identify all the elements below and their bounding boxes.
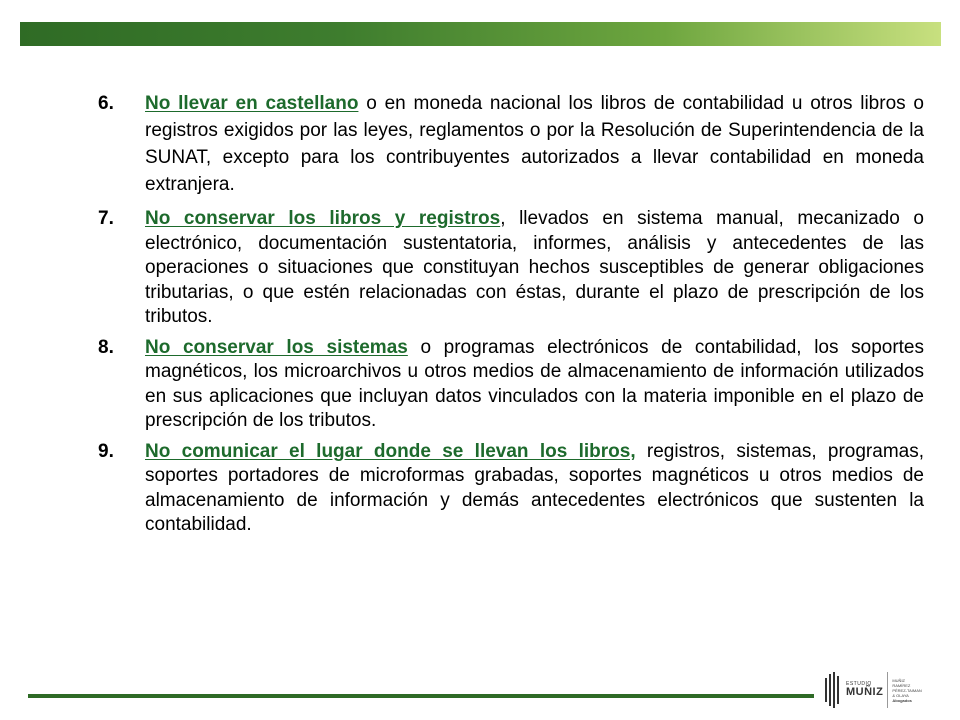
item-text: o programas electrónicos de contabilidad, los soportes magnéticos, los microarchivos u otros medios de almacenamiento de información utilizados en sus aplicaciones que incluyan datos vinculados con la materia imponible en el plazo de prescripción de los tributos. (145, 336, 924, 431)
firm-logo-mark-icon (824, 672, 842, 708)
list-item (98, 440, 924, 538)
infractions-list (98, 90, 924, 544)
logo-estudio: ESTUDIO (846, 681, 872, 687)
logo-name: MUÑIZ (846, 686, 884, 698)
logo-partner: MUÑIZ (892, 677, 905, 683)
header-gradient-bar (20, 22, 941, 46)
item-number: 8. (98, 336, 114, 358)
logo-partner: Abogados (892, 697, 912, 703)
list-item (98, 336, 924, 434)
logo-partner: & OLAYA (892, 692, 909, 698)
logo-partners (892, 678, 921, 703)
item-key-phrase: No llevar en castellano (145, 93, 359, 114)
footer-divider (28, 694, 814, 698)
item-number: 7. (98, 208, 114, 229)
item-text: , llevados en sistema manual, mecanizado o electrónico, documentación sustentatoria, informes, análisis y antecedentes de las operaciones o situaciones que constituyan hechos susceptibles de generar obligaciones tributarias, o que estén relacionadas con éstas, durante el plazo de prescripción de los tributos. (145, 208, 924, 327)
logo-separator (887, 672, 888, 708)
item-key-phrase: No conservar los libros y registros (145, 208, 501, 229)
item-number: 9. (98, 440, 114, 462)
logo-partner: RAMÍREZ (892, 682, 911, 688)
firm-logo-text (846, 682, 883, 698)
item-key-phrase: No conservar los sistemas (145, 336, 408, 358)
item-key-phrase: No comunicar el lugar donde se llevan los libros, (145, 440, 636, 462)
item-text: o en moneda nacional los libros de contabilidad u otros libros o registros exigidos por las leyes, reglamentos o por la Resolución de Superintendencia de la SUNAT, excepto para los contribuyentes autorizados a llevar contabilidad en moneda extranjera. (145, 93, 924, 195)
firm-logo (824, 665, 950, 715)
item-text: registros, sistemas, programas, soportes portadores de microformas grabadas, soportes magnéticos u otros medios de almacenamiento de información y demás antecedentes electrónicos que sustenten la contabilidad. (145, 440, 924, 535)
list-item (98, 90, 924, 198)
list-item (98, 207, 924, 330)
logo-partner: PÉREZ-TAIMAN (892, 687, 922, 693)
item-number: 6. (98, 93, 114, 114)
